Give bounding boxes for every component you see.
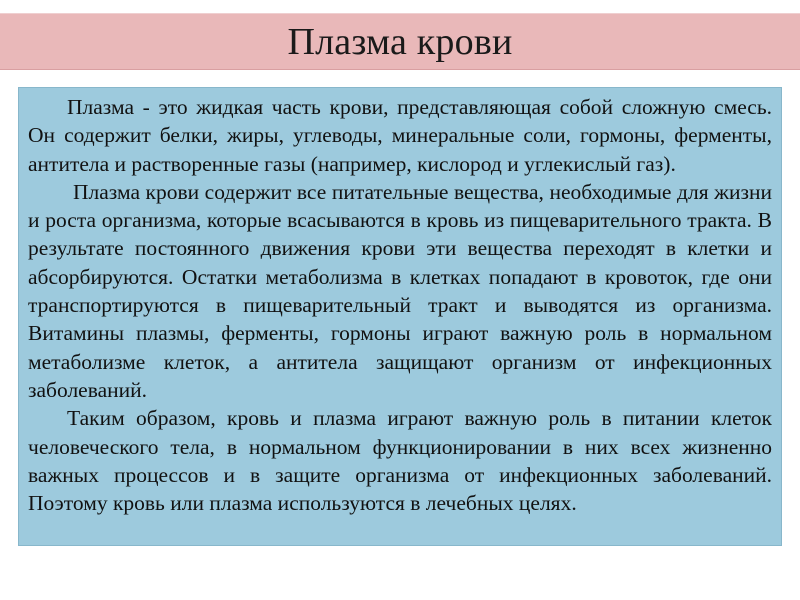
paragraph-plasma-conclusion: Таким образом, кровь и плазма играют важную роль в питании клеток человеческого тела, в нормальном функционировании в них всех жизненно важных процессов и в защите организма от инфекционных заболеваний. Поэтому кровь или плазма используются в лечебных целях.: [28, 406, 772, 516]
slide-title: Плазма крови: [287, 20, 513, 63]
title-banner: [0, 13, 800, 70]
content-panel: [18, 87, 782, 546]
paragraph-plasma-nutrients: Плазма крови содержит все питательные вещества, необходимые для жизни и роста организма, которые всасываются в кровь из пищеварительного тракта. В результате постоянного движения крови эти вещества переходят в клетки и абсорбируются. Остатки метаболизма в клетках попадают в кровоток, где они транспортируются в пищеварительный тракт и выводятся из организма. Витамины плазмы, ферменты, гормоны играют важную роль в нормальном метаболизме клеток, а антитела защищают организм от инфекционных заболеваний.: [28, 179, 772, 402]
paragraph-plasma-definition: Плазма - это жидкая часть крови, представляющая собой сложную смесь. Он содержит белки, жиры, углеводы, минеральные соли, гормоны, ферменты, антитела и растворенные газы (например, кислород и углекислый газ).: [28, 95, 772, 176]
